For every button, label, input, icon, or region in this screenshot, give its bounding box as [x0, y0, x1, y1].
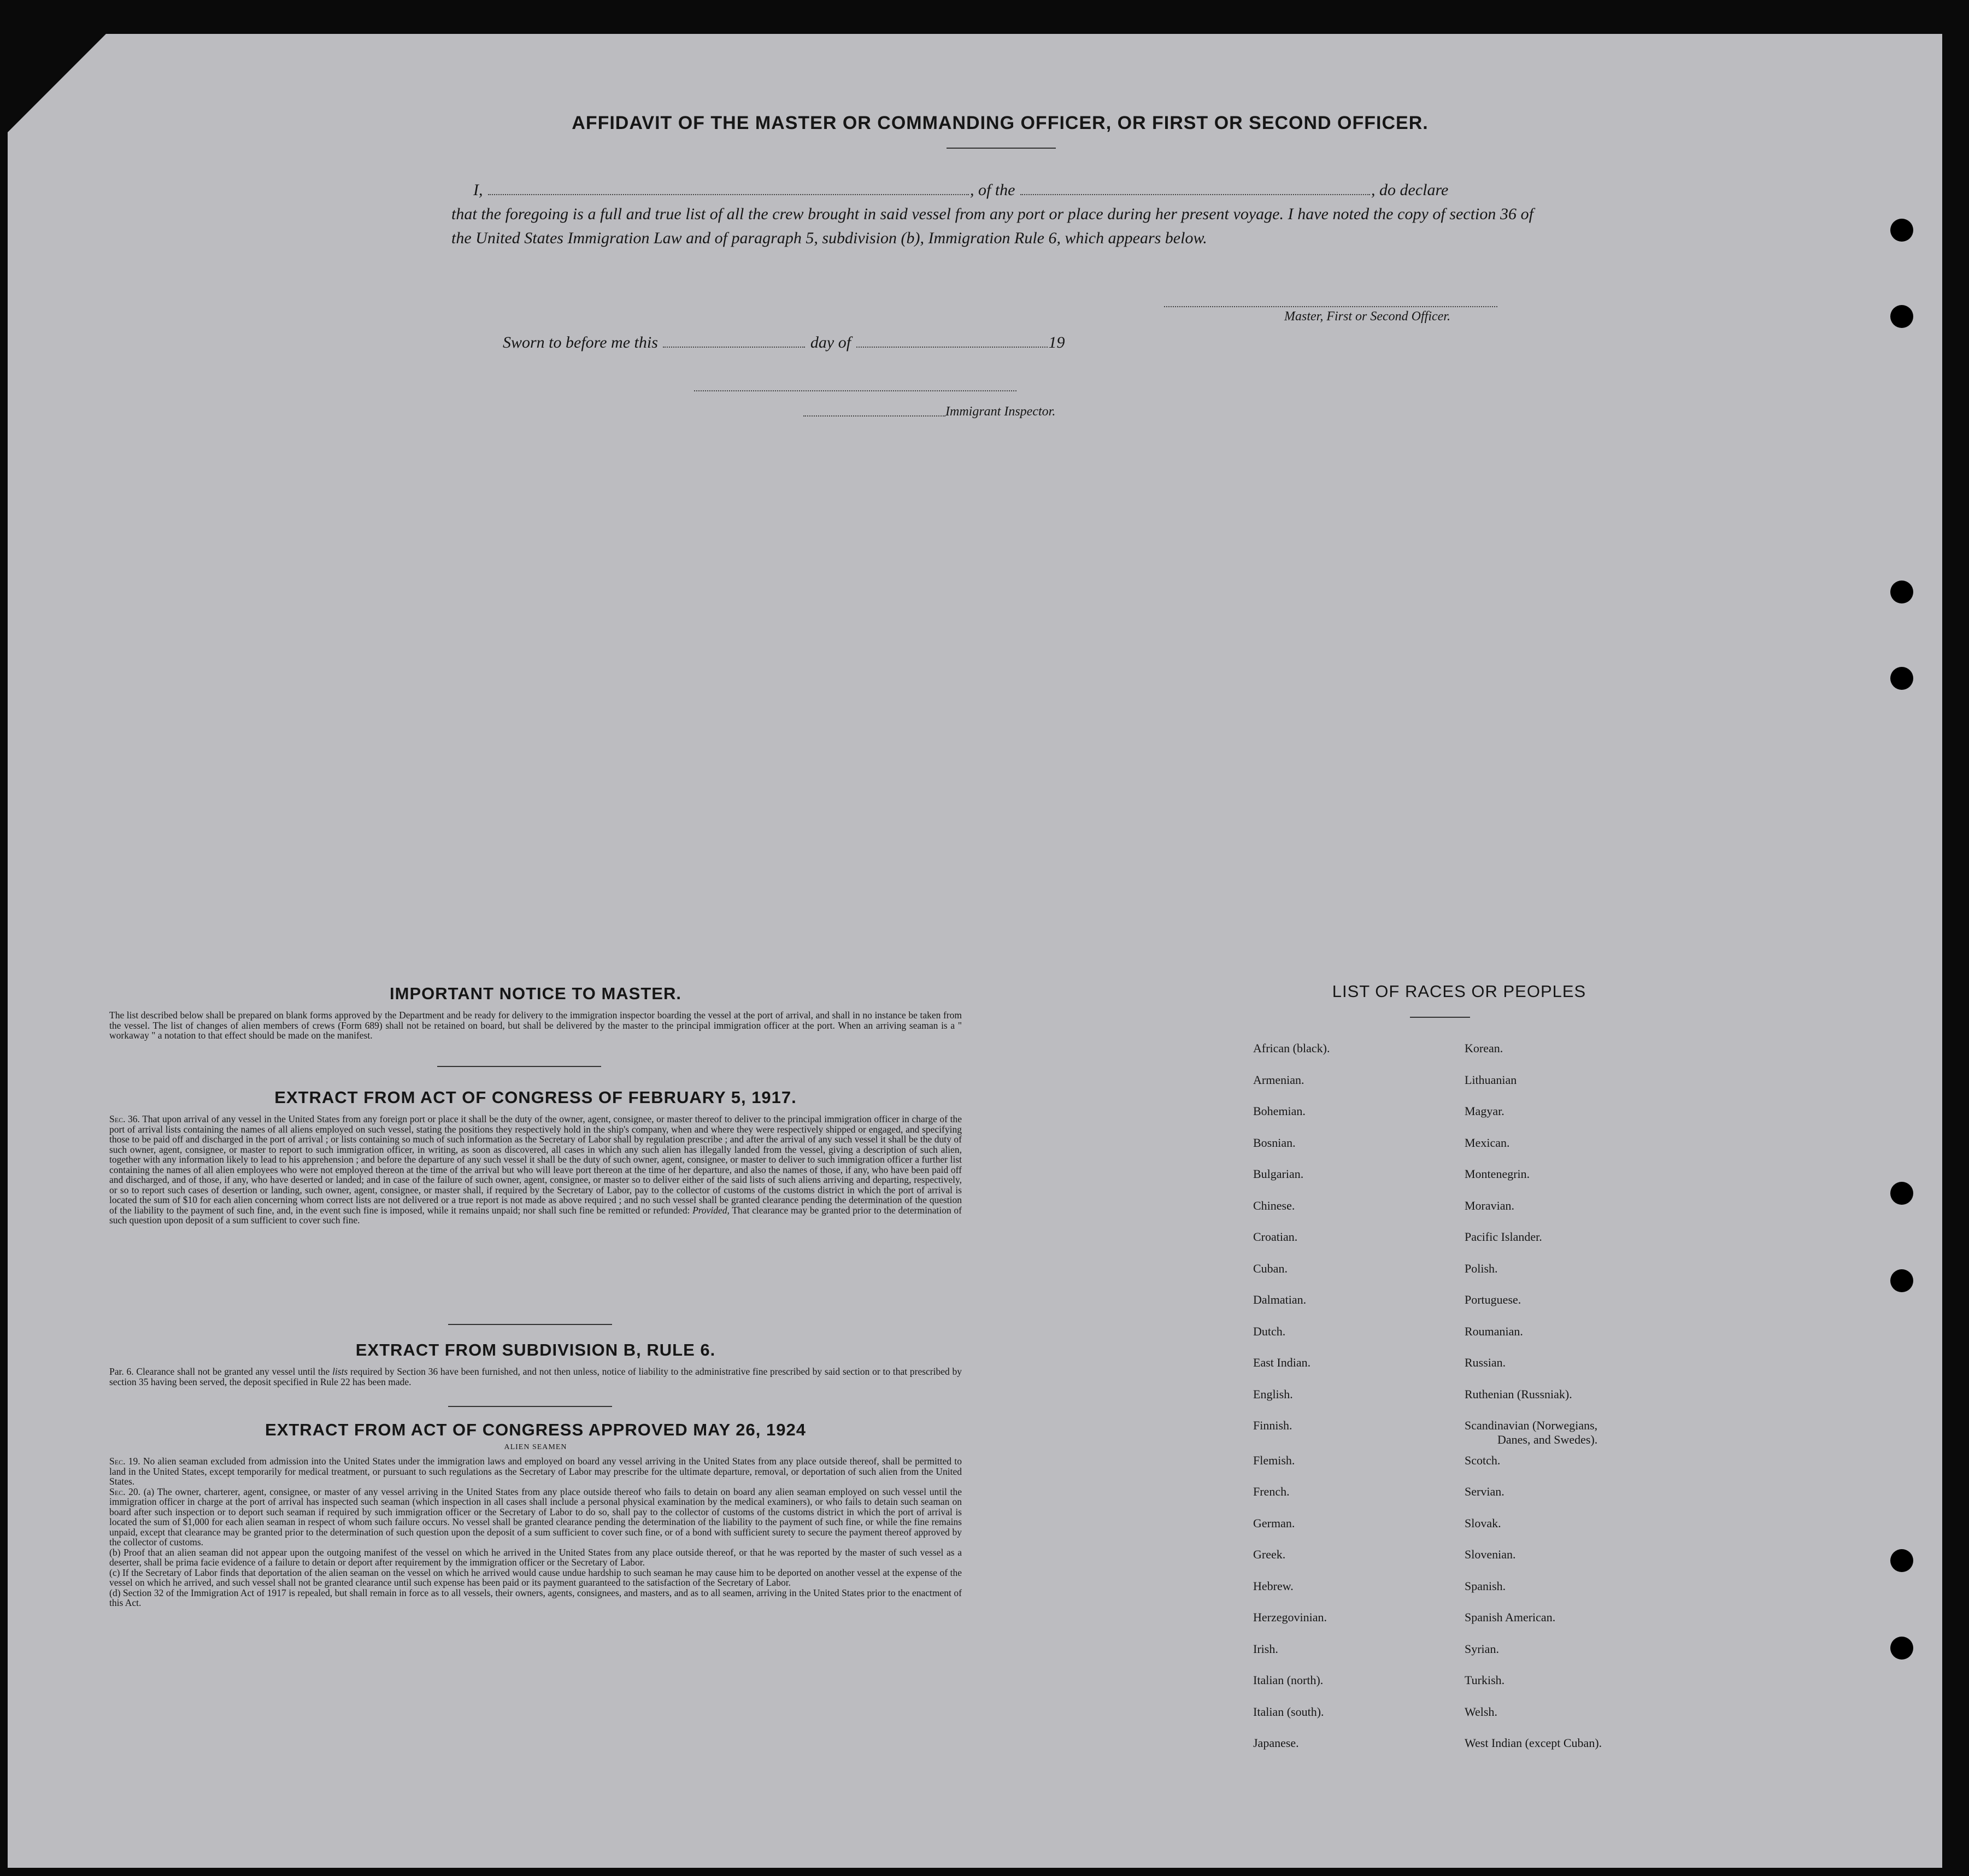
affidavit-do-declare: , do declare	[1371, 181, 1449, 199]
section-36-body: That upon arrival of any vessel in the United States from any foreign port or place it shall be the duty of the owner, agent, consignee, or master thereof to deliver to the principal immigration officer in charge of the port of arrival lists containing the names of all aliens employed on such vessel, stating the positions they respectively hold in the ship's company, when and where they were respectively shipped or engaged, and specifying those to be paid off and discharged in the port of arrival ; or lists containing so much of such information as the Secretary of Labor shall by regulation prescribe ; and after the arrival of any such vessel it shall be the duty of such owner, agent, consignee, or master to report to such immigration officer, in writing, as soon as discovered, all cases in which any such alien has illegally landed from the vessel, giving a description of such alien, together with any information likely to lead to his apprehension ; and before the departure of any such vessel it shall be the duty of such owner, agent, consignee, or master to deliver to such immigration officer a further list containing the names of all alien employees who were not employed thereon at the time of the arrival but who will leave port thereon at the time of her departure, and also the names of those, if any, who have been paid off and discharged, and of those, if any, who have deserted or landed; and in case of the failure of such owner, agent, consignee, or master so to deliver either of the said lists of such aliens arriving and departing, respectively, or so to report such cases of desertion or landing, such owner, agent, consignee, or master shall, if required by the Secretary of Labor, pay to the collector of customs of the customs district in which the port of arrival is located the sum of $10 for each alien concerning whom correct lists are not delivered or a true report is not made as above required ; and no such vessel shall be granted clearance pending the determination of the question of the liability to the payment of such fine, and, in the event such fine is imposed, while it remains unpaid; nor shall such fine be remitted or refunded:	[109, 1113, 962, 1216]
section-20d-text: (d) Section 32 of the Immigration Act of 1917 is repealed, but shall remain in force as to all vessels, their owners, agents, consignees, and masters, and as to all seamen, arriving in the United States prior to the enactment of this Act.	[109, 1587, 962, 1608]
title-underline	[947, 148, 1056, 149]
section-19-body: No alien seaman excluded from admission into the United States under the immigration laws and employed on board any vessel arriving in the United States from any place outside thereof, shall be permitted to land in the United States, except temporarily for medical treatment, or pursuant to such regulations as the Secretary of Labor may prescribe for the ultimate departure, removal, or deportation of such alien from the United States.	[109, 1456, 962, 1487]
section-19-label: Sec. 19.	[109, 1456, 140, 1467]
rule6-text-b: required by Section 36 have been furnished, and not then unless, notice of liability to the administrative fine prescribed by said section or to that prescribed by section 35 having been served, the deposit specified in Rule 22 has been made.	[109, 1366, 962, 1387]
race-item: Welsh.	[1465, 1704, 1497, 1719]
race-item: East Indian.	[1253, 1356, 1311, 1369]
race-item: French.	[1253, 1485, 1290, 1498]
race-item: Croatian.	[1253, 1230, 1298, 1244]
race-item: Slovenian.	[1465, 1547, 1516, 1561]
race-item: Danes, and Swedes).	[1497, 1433, 1598, 1446]
race-item: Italian (south).	[1253, 1704, 1324, 1719]
race-item: Slovak.	[1465, 1516, 1501, 1530]
race-item: Chinese.	[1253, 1198, 1295, 1212]
vessel-name-field[interactable]	[1020, 181, 1370, 195]
extract-1924-section	[109, 1420, 962, 1608]
race-item: Spanish.	[1465, 1579, 1506, 1593]
races-divider	[1410, 1017, 1470, 1018]
race-item: Dutch.	[1253, 1324, 1286, 1338]
extract-rule6-title: EXTRACT FROM SUBDIVISION B, RULE 6.	[355, 1340, 716, 1359]
sworn-line	[503, 333, 1159, 352]
race-item: Korean.	[1465, 1041, 1503, 1055]
section-19-text	[109, 1456, 962, 1487]
section-36-end: That clearance may be granted prior to the determination of such question upon deposit of a sum sufficient to cover such fine.	[109, 1204, 962, 1226]
provided-word: Provided,	[692, 1204, 730, 1216]
race-item: English.	[1253, 1387, 1293, 1401]
section-20a-text	[109, 1487, 962, 1547]
extract-rule6-section	[109, 1340, 962, 1387]
race-item: Syrian.	[1465, 1642, 1499, 1656]
notice-text: The list described below shall be prepared on blank forms approved by the Department and be ready for delivery to the immigration inspector boarding the vessel at the port of arrival, and shall in no instance be taken from the vessel. The list of changes of alien members of crews (Form 689) shall not be retained on board, but shall be delivered by the master to the principal immigration officer at the port. When an arriving seaman is a " workaway " a notation to that effect should be made on the manifest.	[109, 1010, 962, 1041]
sworn-day-field[interactable]	[663, 333, 805, 348]
punch-hole	[1890, 1269, 1913, 1292]
affidavit-line-1	[451, 178, 1533, 202]
punch-hole	[1890, 305, 1913, 328]
race-item: Spanish American.	[1465, 1610, 1556, 1624]
punch-hole	[1890, 1637, 1913, 1660]
race-item: Finnish.	[1253, 1418, 1292, 1432]
extract-1917-title: EXTRACT FROM ACT OF CONGRESS OF FEBRUARY 5, 1917.	[274, 1088, 797, 1107]
inspector-seal-line[interactable]	[694, 390, 1016, 391]
race-item: Flemish.	[1253, 1453, 1295, 1467]
race-item: Hebrew.	[1253, 1579, 1294, 1593]
race-item: Scotch.	[1465, 1453, 1501, 1467]
race-item: Mexican.	[1465, 1135, 1510, 1150]
race-item: Bosnian.	[1253, 1135, 1296, 1150]
sworn-prefix: Sworn to before me this	[503, 333, 658, 351]
notice-divider	[437, 1066, 601, 1067]
race-item: Armenian.	[1253, 1072, 1304, 1087]
race-item: Greek.	[1253, 1547, 1286, 1561]
section-20c-text: (c) If the Secretary of Labor finds that deportation of the alien seaman on the vessel on which he arrived would cause undue hardship to such seaman he may cause him to be deported on another vessel at the expense of the vessel on which he arrived, and such vessel shall not be granted clearance until such expense has been paid or its payment guaranteed to the satisfaction of the Secretary of Labor.	[109, 1567, 962, 1588]
race-item: German.	[1253, 1516, 1295, 1530]
affidavit-title: AFFIDAVIT OF THE MASTER OR COMMANDING OFFICER, OR FIRST OR SECOND OFFICER.	[572, 113, 1429, 133]
race-item: Polish.	[1465, 1261, 1498, 1275]
extract-1917-section	[109, 1088, 962, 1226]
affidavit-body	[451, 178, 1533, 250]
race-item: Servian.	[1465, 1485, 1504, 1498]
punch-hole	[1890, 219, 1913, 242]
section-20-label: Sec. 20.	[109, 1486, 141, 1497]
race-item: Pacific Islander.	[1465, 1230, 1542, 1244]
rule6-text-a: Par. 6. Clearance shall not be granted any vessel until the	[109, 1366, 330, 1377]
affidavit-paragraph: that the foregoing is a full and true list of all the crew brought in said vessel from any port or place during her present voyage. I have noted the copy of section 36 of the United States Immigration Law and of paragraph 5, subdivision (b), Immigration Rule 6, which appears below.	[451, 205, 1533, 247]
race-item: Dalmatian.	[1253, 1293, 1307, 1306]
section-20a-body: (a) The owner, charterer, agent, consignee, or master of any vessel arriving in the United States from any place outside thereof who fails to detain on board any alien seaman employed on such vessel until the immigration officer in charge at the port of arrival has inspected such seaman (which inspection in all cases shall include a personal physical examination by the medical examiners), or who fails to detain such seaman on board after such inspection or to deport such seaman if required by such immigration officer or the Secretary of Labor to do so, shall pay to the collector of customs of the customs district in which the port of arrival is located the sum of $1,000 for each alien seaman in respect of whom such failure occurs. No vessel shall be granted clearance pending the determination of the liability to the payment of such fine, or while the fine remains unpaid, except that clearance may be granted prior to the determination of such question upon the deposit of a sum sufficient to cover such fine, or of a bond with sufficient surety to secure the payment thereof approved by the collector of customs.	[109, 1486, 962, 1547]
punch-hole	[1890, 581, 1913, 603]
races-title: LIST OF RACES OR PEOPLES	[1332, 982, 1586, 1001]
affidavit-i: I,	[473, 181, 483, 199]
race-item: Italian (north).	[1253, 1673, 1324, 1687]
extract-1917-divider	[448, 1324, 612, 1325]
race-item: Montenegrin.	[1465, 1167, 1530, 1181]
punch-hole	[1890, 667, 1913, 690]
master-signature-label: Master, First or Second Officer.	[1284, 309, 1450, 324]
section-36-label: Sec. 36.	[109, 1113, 140, 1124]
extract-rule6-text	[109, 1367, 962, 1387]
race-item: Japanese.	[1253, 1736, 1299, 1750]
extract-1924-title: EXTRACT FROM ACT OF CONGRESS APPROVED MAY 26, 1924	[265, 1420, 806, 1439]
notice-section	[109, 984, 962, 1041]
race-item: Scandinavian (Norwegians,	[1465, 1418, 1598, 1432]
race-item: Bohemian.	[1253, 1104, 1306, 1118]
race-item: Turkish.	[1465, 1673, 1505, 1687]
race-item: Ruthenian (Russniak).	[1465, 1387, 1572, 1401]
punch-hole	[1890, 1182, 1913, 1205]
officer-name-field[interactable]	[488, 181, 969, 195]
race-item: Cuban.	[1253, 1261, 1288, 1275]
rule6-lists-word: lists	[332, 1366, 348, 1377]
race-item: West Indian (except Cuban).	[1465, 1736, 1602, 1750]
race-item: African (black).	[1253, 1041, 1330, 1055]
master-signature-line[interactable]	[1164, 306, 1497, 307]
inspector-label: Immigrant Inspector.	[945, 404, 1056, 419]
race-item: Portuguese.	[1465, 1293, 1521, 1306]
race-item: Russian.	[1465, 1356, 1506, 1369]
alien-seamen-subtitle: ALIEN SEAMEN	[504, 1443, 567, 1451]
affidavit-of-the: , of the	[970, 181, 1015, 199]
notice-title: IMPORTANT NOTICE TO MASTER.	[390, 984, 681, 1003]
punch-hole	[1890, 1549, 1913, 1572]
inspector-signature-line[interactable]	[803, 415, 945, 417]
sworn-day-of: day of	[810, 333, 851, 351]
race-item: Lithuanian	[1465, 1072, 1517, 1087]
sworn-year: 19	[1048, 333, 1065, 351]
race-item: Irish.	[1253, 1642, 1278, 1656]
race-item: Magyar.	[1465, 1104, 1504, 1118]
race-item: Moravian.	[1465, 1198, 1515, 1212]
extract-1917-text	[109, 1114, 962, 1226]
race-item: Bulgarian.	[1253, 1167, 1304, 1181]
sworn-month-field[interactable]	[856, 333, 1048, 348]
extract-rule6-divider	[448, 1406, 612, 1407]
section-20b-text: (b) Proof that an alien seaman did not appear upon the outgoing manifest of the vessel on which he arrived in the United States from any place outside thereof, or that he was reported by the master of such vessel as a deserter, shall be prima facie evidence of a failure to detain or deport after requirement by the immigration officer or the Secretary of Labor.	[109, 1546, 962, 1568]
race-item: Roumanian.	[1465, 1324, 1523, 1338]
race-item: Herzegovinian.	[1253, 1610, 1327, 1624]
